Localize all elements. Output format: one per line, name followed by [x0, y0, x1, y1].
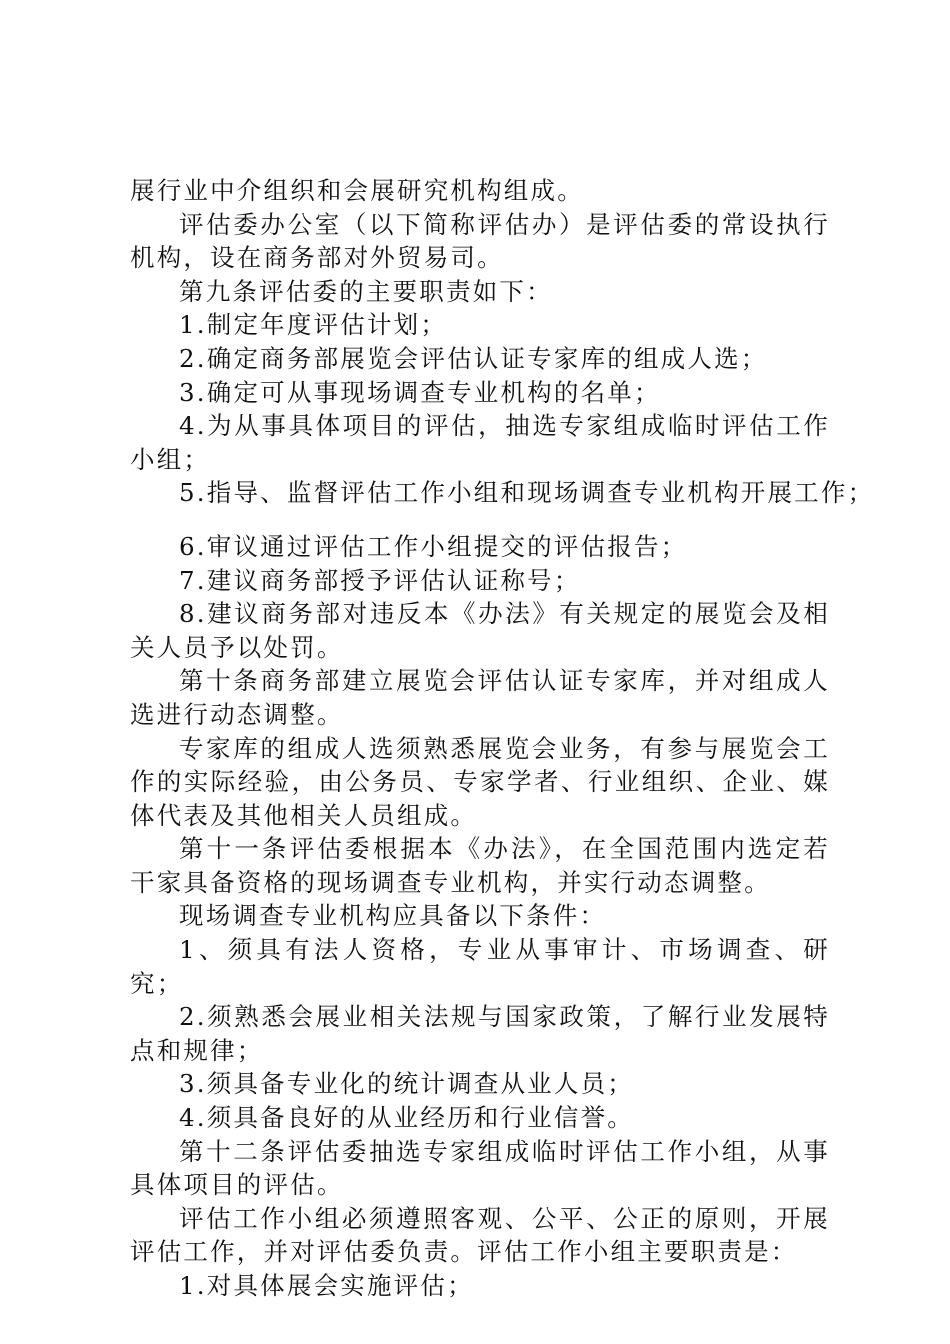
list-item-duty-3: 3.确定可从事现场调查专业机构的名单；	[179, 377, 661, 407]
paragraph-continuation: 展行业中介组织和会展研究机构组成。	[130, 176, 584, 205]
list-item-condition-1: 1、须具有法人资格，专业从事审计、市场调查、研究；	[130, 935, 830, 998]
list-item-group-duty-1: 1.对具体展会实施评估；	[179, 1271, 474, 1300]
list-item-duty-7: 7.建议商务部授予评估认证称号；	[179, 565, 581, 595]
list-item-duty-1: 1.制定年度评估计划；	[179, 310, 448, 340]
list-item-duty-6: 6.审议通过评估工作小组提交的评估报告；	[179, 531, 688, 561]
document-body	[130, 174, 875, 1303]
list-item-condition-2: 2.须熟悉会展业相关法规与国家政策，了解行业发展特点和规律；	[130, 1002, 830, 1065]
list-item-duty-8: 8.建议商务部对违反本《办法》有关规定的展览会及相关人员予以处罚。	[130, 599, 830, 662]
paragraph-article-11: 第十一条评估委根据本《办法》，在全国范围内选定若干家具备资格的现场调查专业机构，并实行动态调整。	[130, 834, 830, 897]
list-item-duty-5: 5.指导、监督评估工作小组和现场调查专业机构开展工作；	[179, 478, 875, 508]
paragraph-article-9: 第九条评估委的主要职责如下：	[179, 276, 553, 306]
paragraph-article-12: 第十二条评估委抽选专家组成临时评估工作小组，从事具体项目的评估。	[130, 1136, 830, 1200]
paragraph-evaluation-office: 评估委办公室（以下简称评估办）是评估委的常设执行机构，设在商务部对外贸易司。	[130, 209, 830, 273]
paragraph-conditions-intro: 现场调查专业机构应具备以下条件：	[179, 901, 607, 931]
list-item-condition-3: 3.须具备专业化的统计调查从业人员；	[179, 1069, 634, 1099]
paragraph-article-10: 第十条商务部建立展览会评估认证专家库，并对组成人选进行动态调整。	[130, 666, 830, 729]
paragraph-working-group: 评估工作小组必须遵照客观、公平、公正的原则，开展评估工作，并对评估委负责。评估工作小组主要职责是：	[130, 1203, 830, 1267]
list-item-duty-2: 2.确定商务部展览会评估认证专家库的组成人选；	[179, 343, 768, 373]
list-item-condition-4: 4.须具备良好的从业经历和行业信誉。	[179, 1103, 634, 1133]
paragraph-expert-pool: 专家库的组成人选须熟悉展览会业务，有参与展览会工作的实际经验，由公务员、专家学者、行业组织、企业、媒体代表及其他相关人员组成。	[130, 733, 830, 830]
list-item-duty-4: 4.为从事具体项目的评估，抽选专家组成临时评估工作小组；	[130, 411, 830, 474]
